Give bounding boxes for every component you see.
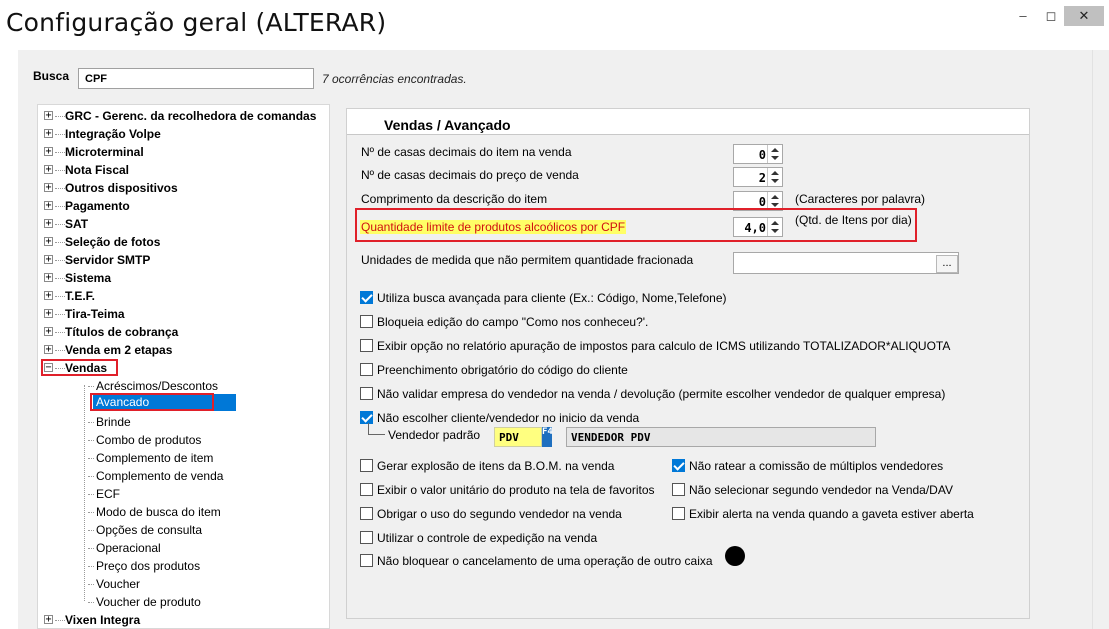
window-title: Configuração geral (ALTERAR): [6, 8, 387, 37]
checkbox-label: Não ratear a comissão de múltiplos vendedores: [689, 459, 944, 473]
tree-child-label: Voucher de produto: [96, 595, 201, 609]
checkbox-label: Bloqueia edição do campo "Como nos conheceu?'.: [377, 315, 649, 329]
expand-icon[interactable]: +: [45, 128, 52, 139]
tree-child-label: Combo de produtos: [96, 433, 202, 447]
tree-item-sistema[interactable]: [44, 269, 329, 287]
tree-item-label: Títulos de cobrança: [65, 325, 179, 339]
checkbox-box[interactable]: [360, 363, 373, 376]
decimais-preco-stepper[interactable]: [733, 167, 783, 187]
tree-item-label: Microterminal: [65, 145, 144, 159]
comprimento-label: Comprimento da descrição do item: [361, 192, 548, 206]
checkbox-box[interactable]: [672, 507, 685, 520]
checkbox-box[interactable]: [360, 387, 373, 400]
tree-child-label: Acréscimos/Descontos: [96, 379, 219, 393]
checkbox-box[interactable]: [360, 531, 373, 544]
checkbox-label: Exibir opção no relatório apuração de impostos para calculo de ICMS utilizando TOTALIZADOR*ALIQUOTA: [377, 339, 951, 353]
expand-icon[interactable]: +: [45, 164, 52, 175]
title-bar: [0, 0, 1109, 50]
cursor-indicator: [725, 546, 745, 566]
tree-item-label: Seleção de fotos: [65, 235, 161, 249]
tree-child-label: Modo de busca do item: [96, 505, 221, 519]
tree-item-nota-fiscal[interactable]: [44, 161, 329, 179]
checkbox-label: Não selecionar segundo vendedor na Venda/DAV: [689, 483, 953, 497]
collapse-icon[interactable]: −: [45, 362, 52, 373]
tree-item-vixen-integra[interactable]: [44, 611, 329, 629]
expand-icon[interactable]: +: [45, 218, 52, 229]
vendedor-lookup-button[interactable]: F4: [542, 427, 552, 447]
alcoolicos-label: Quantidade limite de produtos alcoólicos por CPF: [361, 220, 626, 234]
tree-item-servidor-smtp[interactable]: [44, 251, 329, 269]
decimais-preco-label: Nº de casas decimais do preço de venda: [361, 168, 579, 182]
expand-icon[interactable]: +: [45, 254, 52, 265]
checkbox-box[interactable]: [360, 483, 373, 496]
checkbox-label: Obrigar o uso do segundo vendedor na venda: [377, 507, 622, 521]
tree-item-label: Venda em 2 etapas: [65, 343, 173, 357]
checkbox-box[interactable]: [360, 291, 373, 304]
checkbox-label: Exibir alerta na venda quando a gaveta estiver aberta: [689, 507, 974, 521]
checkbox-box[interactable]: [360, 411, 373, 424]
checkbox-box[interactable]: [360, 459, 373, 472]
tree-guide-line: [84, 385, 85, 601]
checkbox-label: Não bloquear o cancelamento de uma operação de outro caixa: [377, 554, 713, 568]
tree-item-label: T.E.F.: [65, 289, 96, 303]
tree-child-label: Complemento de venda: [96, 469, 224, 483]
checkbox-box[interactable]: [360, 339, 373, 352]
unidades-field[interactable]: [733, 252, 959, 274]
tree-child-complemento-venda[interactable]: [88, 467, 328, 485]
close-icon[interactable]: ✕: [1064, 6, 1104, 26]
minimize-icon[interactable]: –: [1019, 8, 1027, 23]
checkbox-box[interactable]: [360, 554, 373, 567]
tree-item-outros-dispositivos[interactable]: [44, 179, 329, 197]
tree-child-label: Voucher: [96, 577, 141, 591]
tree-item-label: Sistema: [65, 271, 112, 285]
tree-item-selecao-fotos[interactable]: [44, 233, 329, 251]
expand-icon[interactable]: +: [45, 290, 52, 301]
tree-child-preco-produtos[interactable]: [88, 557, 328, 575]
tree-item-titulos-cobranca[interactable]: [44, 323, 329, 341]
checkbox-label: Utilizar o controle de expedição na venda: [377, 531, 598, 545]
stepper-arrows[interactable]: [767, 168, 782, 186]
tree-item-pagamento[interactable]: [44, 197, 329, 215]
vertical-scrollbar[interactable]: [1092, 50, 1109, 629]
tree-child-operacional[interactable]: [88, 539, 328, 557]
tree-item-integracao-volpe[interactable]: [44, 125, 329, 143]
tree-item-tira-teima[interactable]: [44, 305, 329, 323]
tree-item-tef[interactable]: [44, 287, 329, 305]
search-input[interactable]: [78, 68, 314, 89]
tree-child-label: Brinde: [96, 415, 131, 429]
vendedor-name-field: VENDEDOR PDV: [566, 427, 876, 447]
vendedor-label: Vendedor padrão: [388, 428, 481, 442]
tree-item-microterminal[interactable]: [44, 143, 329, 161]
chevron-up-icon[interactable]: [771, 171, 779, 175]
stepper-value: 2: [758, 171, 766, 185]
unidades-label: Unidades de medida que não permitem quantidade fracionada: [361, 253, 694, 267]
tree-child-label: Opções de consulta: [96, 523, 203, 537]
chevron-up-icon[interactable]: [771, 148, 779, 152]
tree-item-label: SAT: [65, 217, 89, 231]
expand-icon[interactable]: +: [45, 146, 52, 157]
expand-icon[interactable]: +: [45, 110, 52, 121]
stepper-value: 4,0: [744, 221, 766, 235]
checkbox-box[interactable]: [360, 507, 373, 520]
panel-header: [347, 109, 1029, 135]
panel-title: Vendas / Avançado: [384, 117, 511, 133]
stepper-arrows[interactable]: [767, 145, 782, 163]
tree-child-ecf[interactable]: [88, 485, 328, 503]
tree-child-label: Operacional: [96, 541, 161, 555]
unidades-browse-button[interactable]: ...: [936, 255, 958, 273]
expand-icon[interactable]: +: [45, 308, 52, 319]
highlight-box-vendas: [41, 359, 118, 376]
tree-connector: [368, 434, 385, 435]
checkbox-label: Preenchimento obrigatório do código do cliente: [377, 363, 628, 377]
highlight-box-avancado: [90, 393, 214, 411]
checkbox-label: Utiliza busca avançada para cliente (Ex.: Código, Nome,Telefone): [377, 291, 727, 305]
tree-child-combo[interactable]: [88, 431, 328, 449]
alcoolicos-hint: (Qtd. de Itens por dia): [795, 213, 912, 227]
tree-item-label: Outros dispositivos: [65, 181, 178, 195]
tree-item-label: GRC - Gerenc. da recolhedora de comandas: [65, 109, 317, 123]
tree-item-label: Nota Fiscal: [65, 163, 130, 177]
tree-item-label: Vixen Integra: [65, 613, 141, 627]
stepper-value: 0: [758, 148, 766, 162]
comprimento-hint: (Caracteres por palavra): [795, 192, 926, 206]
highlight-box-alcoolicos: [355, 208, 917, 242]
tree-item-label: Tira-Teima: [65, 307, 125, 321]
checkbox-box[interactable]: [672, 483, 685, 496]
tree-item-venda-2-etapas[interactable]: [44, 341, 329, 359]
tree-child-voucher-produto[interactable]: [88, 593, 328, 611]
expand-icon[interactable]: +: [45, 614, 52, 625]
search-label: Busca: [33, 69, 70, 83]
expand-icon[interactable]: +: [45, 272, 52, 283]
tree-item-grc[interactable]: [44, 107, 329, 125]
expand-icon[interactable]: +: [45, 182, 52, 193]
tree-child-voucher[interactable]: [88, 575, 328, 593]
search-result-text: 7 ocorrências encontradas.: [322, 72, 467, 86]
decimais-item-stepper[interactable]: [733, 144, 783, 164]
chevron-up-icon[interactable]: [771, 195, 779, 199]
checkbox-box[interactable]: [360, 315, 373, 328]
stepper-value: 0: [758, 195, 766, 209]
chevron-down-icon[interactable]: [771, 203, 779, 207]
tree-child-brinde[interactable]: [88, 413, 328, 431]
tree-item-label: Servidor SMTP: [65, 253, 151, 267]
tree-child-label: Avancado: [96, 395, 150, 409]
expand-icon[interactable]: +: [45, 236, 52, 247]
maximize-icon[interactable]: ◻: [1045, 8, 1057, 23]
expand-icon[interactable]: +: [45, 344, 52, 355]
checkbox-box[interactable]: [672, 459, 685, 472]
checkbox-label: Não escolher cliente/vendedor no inicio da venda: [377, 411, 640, 425]
expand-icon[interactable]: +: [45, 200, 52, 211]
tree-item-sat[interactable]: [44, 215, 329, 233]
tree-item-label: Vendas: [65, 361, 108, 375]
tree-child-label: ECF: [96, 487, 120, 501]
checkbox-label: Gerar explosão de itens da B.O.M. na venda: [377, 459, 615, 473]
decimais-item-label: Nº de casas decimais do item na venda: [361, 145, 572, 159]
tree-child-label: Preço dos produtos: [96, 559, 201, 573]
tree-connector: [368, 423, 369, 434]
vendedor-code-input[interactable]: PDV: [494, 427, 542, 447]
tree-item-label: Pagamento: [65, 199, 130, 213]
tree-item-label: Integração Volpe: [65, 127, 161, 141]
tree-child-label: Complemento de item: [96, 451, 214, 465]
tree-child-modo-busca[interactable]: [88, 503, 328, 521]
chevron-down-icon[interactable]: [771, 156, 779, 160]
tree-child-opcoes-consulta[interactable]: [88, 521, 328, 539]
tree-child-complemento-item[interactable]: [88, 449, 328, 467]
expand-icon[interactable]: +: [45, 326, 52, 337]
checkbox-label: Não validar empresa do vendedor na venda / devolução (permite escolher vendedor de qualquer empresa): [377, 387, 946, 401]
chevron-down-icon[interactable]: [771, 179, 779, 183]
checkbox-label: Exibir o valor unitário do produto na tela de favoritos: [377, 483, 655, 497]
